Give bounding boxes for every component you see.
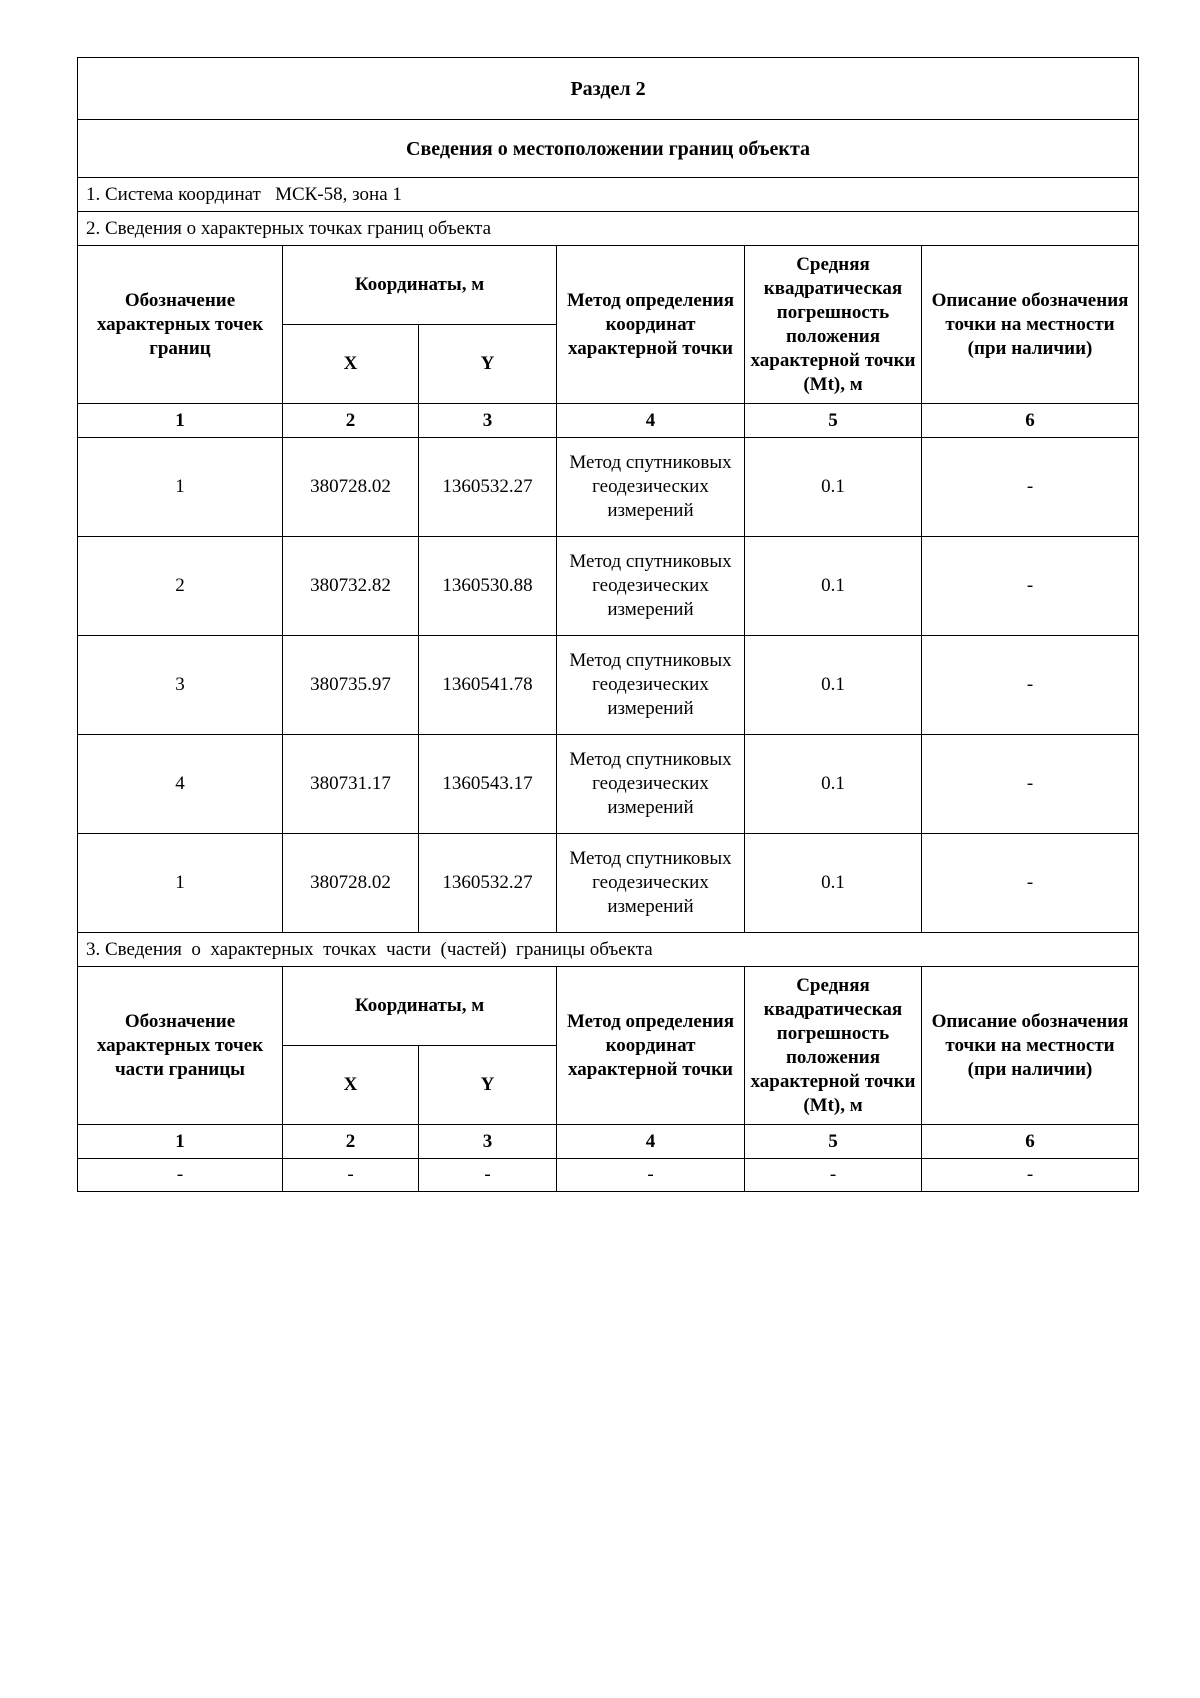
- point-accuracy: 0.1: [745, 735, 922, 834]
- header-x: X: [283, 1046, 419, 1125]
- header-x: X: [283, 325, 419, 404]
- point-accuracy: 0.1: [745, 537, 922, 636]
- column-number: 4: [557, 1125, 745, 1159]
- header-designation: Обозначение характерных точек границ: [78, 246, 283, 404]
- point-method: Метод спутниковых геодезических измерений: [557, 834, 745, 933]
- column-number: 3: [419, 1125, 557, 1159]
- point-description: -: [922, 537, 1139, 636]
- point-method: Метод спутниковых геодезических измерений: [557, 735, 745, 834]
- point-method: Метод спутниковых геодезических измерений: [557, 438, 745, 537]
- point-description: -: [922, 735, 1139, 834]
- point-id: 4: [78, 735, 283, 834]
- header-accuracy: Средняя квадратическая погрешность положения характерной точки (Mt), м: [745, 967, 922, 1125]
- column-number: 2: [283, 404, 419, 438]
- point-y: 1360543.17: [419, 735, 557, 834]
- point-y: 1360530.88: [419, 537, 557, 636]
- point-y: 1360541.78: [419, 636, 557, 735]
- part3-method: -: [557, 1159, 745, 1192]
- header-accuracy: Средняя квадратическая погрешность положения характерной точки (Mt), м: [745, 246, 922, 404]
- point-id: 1: [78, 834, 283, 933]
- header-y: Y: [419, 1046, 557, 1125]
- header-coordinates: Координаты, м: [283, 246, 557, 325]
- point-accuracy: 0.1: [745, 636, 922, 735]
- point-id: 1: [78, 438, 283, 537]
- point-x: 380728.02: [283, 834, 419, 933]
- column-number: 6: [922, 1125, 1139, 1159]
- header-y: Y: [419, 325, 557, 404]
- column-number: 5: [745, 1125, 922, 1159]
- point-id: 3: [78, 636, 283, 735]
- point-accuracy: 0.1: [745, 834, 922, 933]
- header-method: Метод определения координат характерной точки: [557, 246, 745, 404]
- point-y: 1360532.27: [419, 438, 557, 537]
- header-coordinates: Координаты, м: [283, 967, 557, 1046]
- point-x: 380732.82: [283, 537, 419, 636]
- part3-id: -: [78, 1159, 283, 1192]
- table-row: [78, 636, 1139, 735]
- part3-title: 3. Сведения о характерных точках части (частей) границы объекта: [78, 933, 1139, 967]
- column-number: 3: [419, 404, 557, 438]
- header-description: Описание обозначения точки на местности (при наличии): [922, 967, 1139, 1125]
- part3-y: -: [419, 1159, 557, 1192]
- column-number: 1: [78, 404, 283, 438]
- section-title: Раздел 2: [78, 58, 1139, 120]
- table-row: [78, 438, 1139, 537]
- part3-x: -: [283, 1159, 419, 1192]
- table-row: [78, 537, 1139, 636]
- header-designation-part3: Обозначение характерных точек части границы: [78, 967, 283, 1125]
- table-row: [78, 834, 1139, 933]
- boundary-info-table: [77, 57, 1139, 1192]
- point-description: -: [922, 438, 1139, 537]
- coordinate-system: 1. Система координат МСК-58, зона 1: [78, 178, 1139, 212]
- point-x: 380728.02: [283, 438, 419, 537]
- point-method: Метод спутниковых геодезических измерений: [557, 537, 745, 636]
- table-row: [78, 735, 1139, 834]
- column-number: 5: [745, 404, 922, 438]
- part3-accuracy: -: [745, 1159, 922, 1192]
- part2-title: 2. Сведения о характерных точках границ объекта: [78, 212, 1139, 246]
- section-subtitle: Сведения о местоположении границ объекта: [78, 120, 1139, 178]
- header-description: Описание обозначения точки на местности (при наличии): [922, 246, 1139, 404]
- header-method: Метод определения координат характерной точки: [557, 967, 745, 1125]
- point-description: -: [922, 636, 1139, 735]
- point-description: -: [922, 834, 1139, 933]
- point-x: 380735.97: [283, 636, 419, 735]
- table-row: [78, 1159, 1139, 1192]
- point-x: 380731.17: [283, 735, 419, 834]
- column-number: 6: [922, 404, 1139, 438]
- part3-description: -: [922, 1159, 1139, 1192]
- point-method: Метод спутниковых геодезических измерений: [557, 636, 745, 735]
- column-number: 1: [78, 1125, 283, 1159]
- point-y: 1360532.27: [419, 834, 557, 933]
- point-accuracy: 0.1: [745, 438, 922, 537]
- column-number: 2: [283, 1125, 419, 1159]
- point-id: 2: [78, 537, 283, 636]
- column-number: 4: [557, 404, 745, 438]
